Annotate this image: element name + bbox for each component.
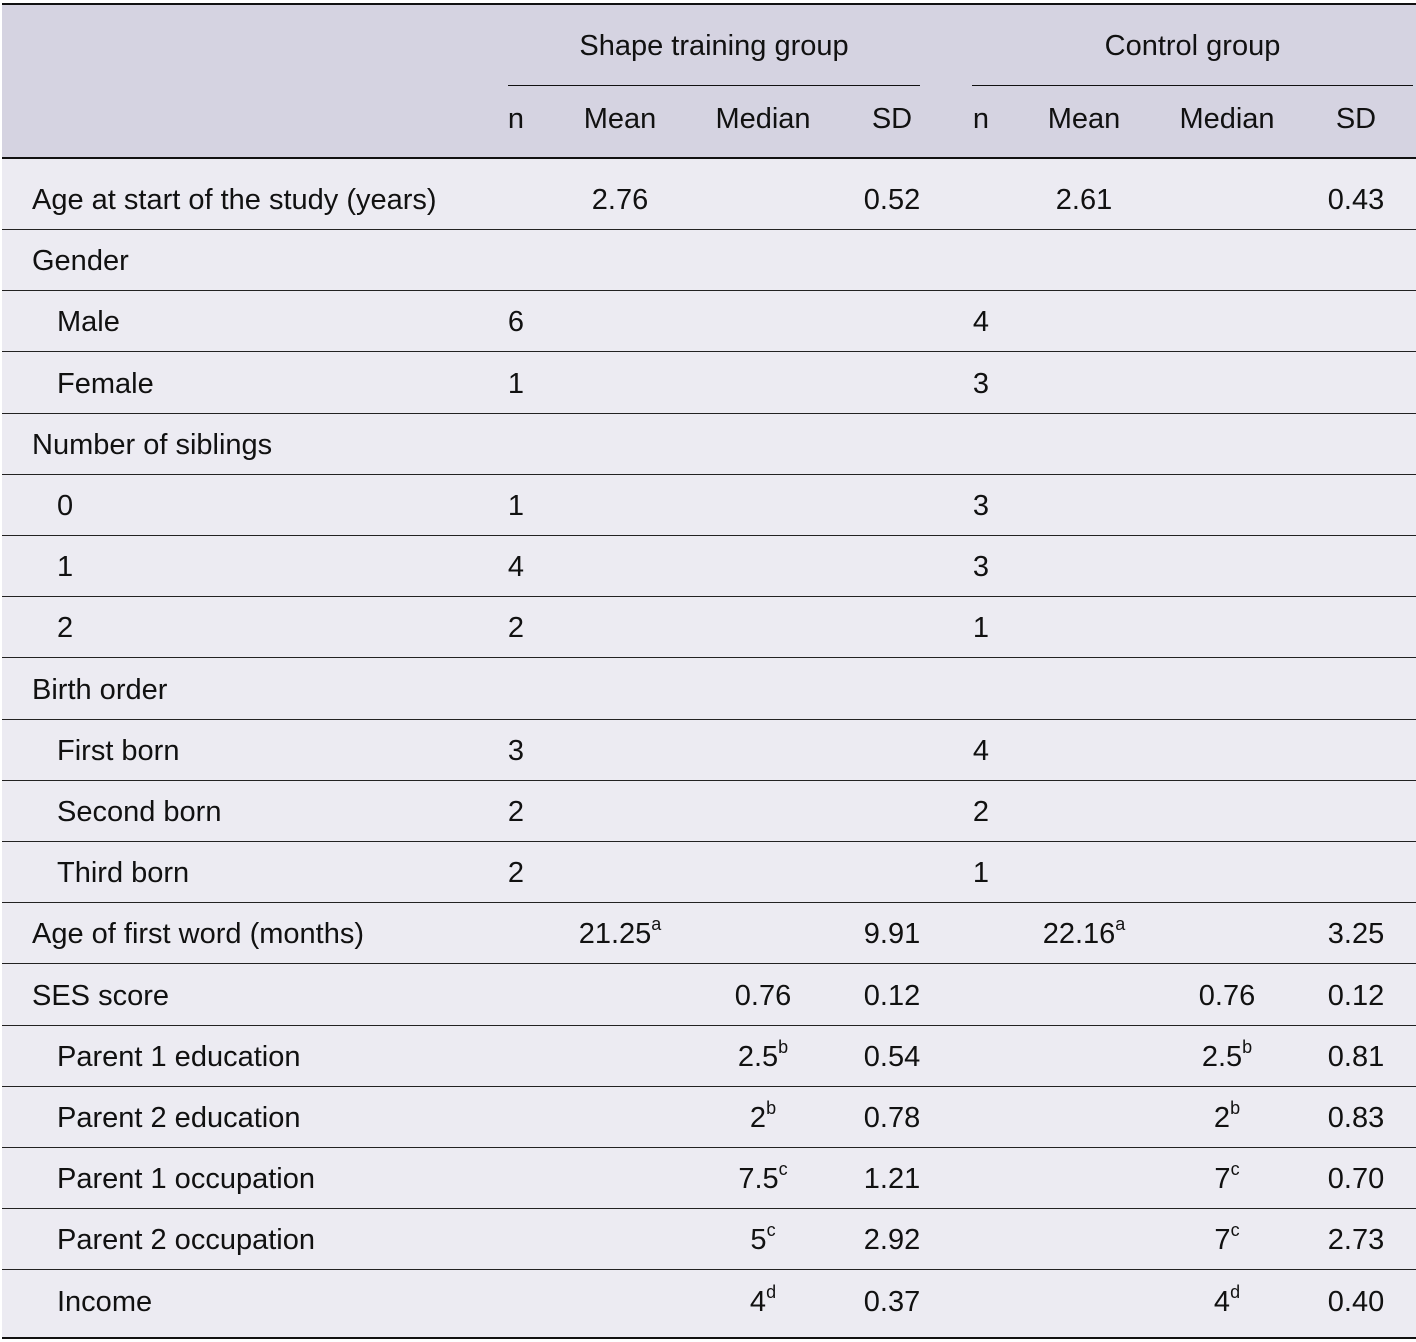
cell-shape-sd — [832, 966, 952, 1026]
cell-control-sd — [1296, 1027, 1416, 1087]
cell-shape-median — [703, 1088, 823, 1148]
cell-value: 2.5 — [737, 1040, 779, 1073]
footnote-marker: b — [1230, 1098, 1241, 1118]
cell-value: 7.5 — [738, 1163, 779, 1196]
bottom-rule — [2, 1337, 1416, 1339]
cell-value: 2 — [1213, 1102, 1231, 1134]
table-row — [2, 476, 1416, 536]
cell-value: 21.25 — [578, 918, 652, 951]
cell-shape-median — [703, 1027, 823, 1087]
table-row — [2, 292, 1416, 352]
cell-value: 7 — [1214, 1163, 1231, 1196]
footnote-marker: c — [778, 1159, 788, 1180]
cell-value: 4 — [972, 306, 990, 339]
cell-value: 2.92 — [863, 1224, 921, 1257]
cell-value: 3 — [972, 490, 990, 522]
cell-value: 0.43 — [1327, 184, 1385, 216]
row-label: 0 — [57, 490, 74, 522]
cell-shape-n — [456, 537, 576, 597]
cell-control-sd — [1296, 904, 1416, 964]
row-label: Parent 1 education — [57, 1040, 301, 1073]
footnote-marker: b — [778, 1036, 789, 1057]
footnote-marker: c — [766, 1220, 776, 1241]
cell-control-n — [921, 537, 1041, 597]
column-header-shape-n: n — [507, 103, 525, 135]
footnote-marker: c — [1230, 1159, 1240, 1180]
cell-value: 5 — [750, 1224, 767, 1257]
cell-control-median — [1167, 966, 1287, 1026]
cell-value: 2.76 — [591, 184, 649, 216]
table-row — [2, 1272, 1416, 1332]
cell-value: 0.78 — [863, 1102, 921, 1134]
cell-control-sd — [1296, 1088, 1416, 1148]
table-row — [2, 598, 1416, 658]
cell-shape-n — [456, 598, 576, 658]
cell-shape-n — [456, 476, 576, 536]
cell-value: 0.12 — [1327, 979, 1385, 1012]
cell-shape-n — [456, 292, 576, 352]
footnote-marker: d — [1230, 1281, 1241, 1302]
cell-shape-median — [703, 1272, 823, 1332]
row-label: Parent 2 occupation — [57, 1224, 315, 1257]
cell-shape-median — [703, 1210, 823, 1270]
cell-control-n — [921, 721, 1041, 781]
cell-value: 4 — [749, 1285, 767, 1318]
cell-control-mean — [1024, 170, 1144, 230]
table-row — [2, 170, 1416, 230]
cell-value: 4 — [972, 734, 990, 767]
table-row — [2, 231, 1416, 291]
cell-control-sd — [1296, 170, 1416, 230]
cell-control-sd — [1296, 1210, 1416, 1270]
cell-value: 4 — [507, 551, 525, 584]
table-row — [2, 660, 1416, 720]
footnote-marker: a — [651, 914, 662, 935]
cell-control-median — [1167, 1027, 1287, 1087]
column-header-control-sd: SD — [1335, 103, 1377, 135]
cell-control-mean — [1024, 904, 1144, 964]
table-row — [2, 843, 1416, 903]
cell-shape-sd — [832, 904, 952, 964]
cell-control-n — [921, 598, 1041, 658]
table-row — [2, 1149, 1416, 1209]
cell-value: 3 — [972, 367, 990, 400]
cell-value: 0.83 — [1327, 1102, 1385, 1134]
row-label: Gender — [32, 245, 129, 278]
cell-value: 1 — [507, 367, 525, 400]
cell-value: 1 — [507, 490, 525, 522]
cell-control-n — [921, 476, 1041, 536]
group-underline-control — [972, 85, 1413, 86]
row-label: First born — [57, 734, 180, 767]
row-label: Male — [57, 306, 120, 339]
cell-value: 0.52 — [863, 184, 921, 216]
cell-value: 0.40 — [1327, 1285, 1385, 1318]
column-header-control-mean: Mean — [1047, 103, 1121, 135]
cell-value: 2 — [507, 796, 525, 828]
cell-shape-sd — [832, 1149, 952, 1209]
cell-value: 2 — [749, 1102, 767, 1134]
row-label: Third born — [57, 857, 190, 890]
cell-shape-n — [456, 721, 576, 781]
row-label: Age of first word (months) — [32, 918, 364, 951]
group-underline-shape-training — [508, 85, 920, 86]
cell-control-n — [921, 843, 1041, 903]
group-title-control: Control group — [1104, 30, 1281, 62]
cell-value: 9.91 — [863, 918, 921, 951]
group-title-shape-training: Shape training group — [579, 30, 849, 62]
cell-control-median — [1167, 1149, 1287, 1209]
cell-value: 4 — [1213, 1285, 1231, 1318]
cell-value: 7 — [1214, 1224, 1231, 1257]
cell-shape-mean — [560, 904, 680, 964]
footnote-marker: c — [1230, 1220, 1240, 1241]
footnote-marker: b — [1242, 1036, 1253, 1057]
row-label: Birth order — [32, 673, 168, 706]
table-row — [2, 1210, 1416, 1270]
cell-value: 0.76 — [1198, 979, 1256, 1012]
cell-value: 0.12 — [863, 979, 921, 1012]
footnote-marker: d — [766, 1281, 777, 1302]
cell-shape-sd — [832, 1088, 952, 1148]
table-row — [2, 966, 1416, 1026]
cell-shape-sd — [832, 1210, 952, 1270]
table-row — [2, 354, 1416, 414]
cell-value: 3.25 — [1327, 918, 1385, 951]
cell-control-median — [1167, 1210, 1287, 1270]
cell-control-n — [921, 782, 1041, 842]
row-label: 2 — [57, 612, 74, 645]
cell-shape-n — [456, 843, 576, 903]
cell-value: 2 — [507, 612, 525, 645]
cell-value: 2 — [972, 796, 990, 828]
row-label: Parent 1 occupation — [57, 1163, 315, 1196]
cell-value: 2 — [507, 857, 525, 890]
column-header-control-median: Median — [1179, 103, 1275, 135]
cell-control-n — [921, 354, 1041, 414]
cell-value: 2.5 — [1201, 1040, 1243, 1073]
row-label: SES score — [32, 979, 169, 1012]
cell-value: 1 — [972, 612, 990, 645]
cell-control-sd — [1296, 1272, 1416, 1332]
cell-value: 0.81 — [1327, 1040, 1385, 1073]
table-row — [2, 1088, 1416, 1148]
cell-shape-mean — [560, 170, 680, 230]
cell-value: 6 — [507, 306, 525, 339]
cell-value: 0.70 — [1327, 1163, 1385, 1196]
cell-shape-sd — [832, 1027, 952, 1087]
cell-value: 22.16 — [1042, 918, 1116, 951]
cell-value: 1.21 — [863, 1163, 921, 1196]
table-row — [2, 415, 1416, 475]
row-label: 1 — [57, 551, 74, 584]
footnote-marker: a — [1115, 914, 1126, 935]
cell-control-sd — [1296, 1149, 1416, 1209]
cell-control-n — [921, 292, 1041, 352]
cell-shape-median — [703, 1149, 823, 1209]
table-row — [2, 782, 1416, 842]
cell-value: 2.61 — [1055, 184, 1113, 216]
cell-value: 0.76 — [734, 979, 792, 1012]
table-row — [2, 1027, 1416, 1087]
cell-value: 2.73 — [1327, 1224, 1385, 1257]
row-label: Age at start of the study (years) — [32, 184, 437, 216]
cell-control-median — [1167, 1088, 1287, 1148]
cell-control-sd — [1296, 966, 1416, 1026]
column-header-control-n: n — [972, 103, 990, 135]
cell-shape-n — [456, 782, 576, 842]
footnote-marker: b — [766, 1098, 777, 1118]
column-header-shape-mean: Mean — [583, 103, 657, 135]
row-label: Number of siblings — [32, 428, 273, 461]
cell-control-median — [1167, 1272, 1287, 1332]
column-header-shape-sd: SD — [871, 103, 913, 135]
cell-shape-n — [456, 354, 576, 414]
table-row — [2, 904, 1416, 964]
cell-shape-sd — [832, 1272, 952, 1332]
column-header-shape-median: Median — [715, 103, 811, 135]
cell-value: 0.54 — [863, 1040, 921, 1073]
cell-shape-sd — [832, 170, 952, 230]
cell-shape-median — [703, 966, 823, 1026]
cell-value: 0.37 — [863, 1285, 921, 1318]
row-label: Female — [57, 367, 154, 400]
cell-value: 1 — [972, 857, 990, 890]
cell-value: 3 — [972, 551, 990, 584]
row-label: Parent 2 education — [57, 1102, 301, 1134]
cell-value: 3 — [507, 734, 525, 767]
row-label: Second born — [57, 796, 222, 828]
table-row — [2, 537, 1416, 597]
table-row — [2, 721, 1416, 781]
row-label: Income — [57, 1285, 153, 1318]
